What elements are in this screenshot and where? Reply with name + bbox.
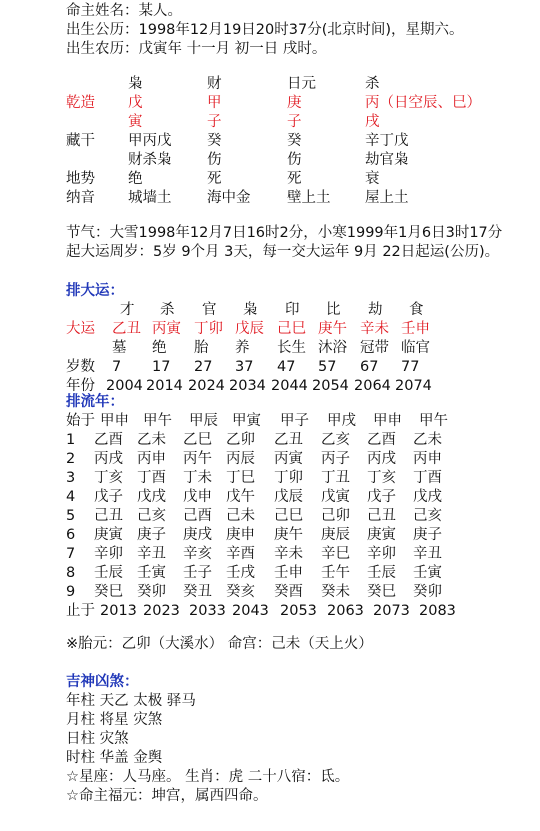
liunian-cell: 乙巳: [183, 432, 212, 448]
liunian-cell: 壬子: [183, 565, 212, 581]
bazi-cell: 财杀枭: [128, 152, 172, 168]
liunian-cell: 壬戌: [226, 565, 255, 581]
bazi-cell: 癸: [287, 133, 302, 149]
liunian-cell: 2043: [232, 603, 269, 619]
liunian-cell: 庚辰: [321, 527, 350, 543]
dayun-cell: 劫: [368, 302, 383, 318]
shensha-title: 吉神凶煞：: [66, 674, 139, 690]
dayun-cell: 绝: [152, 340, 167, 356]
dayun-cell: 17: [152, 359, 171, 375]
dayun-cell: 丙寅: [152, 321, 181, 337]
liunian-cell: 辛丑: [137, 546, 166, 562]
bazi-cell: 癸: [207, 133, 222, 149]
bazi-cell: 枭: [128, 76, 143, 92]
star-line: ☆星座：人马座。 生肖：虎 二十八宿：氐。: [66, 769, 350, 785]
taiyuan-line: ※胎元：乙卯（大溪水） 命宫：己未（天上火）: [66, 636, 373, 652]
liunian-cell: 庚戌: [183, 527, 212, 543]
bazi-cell: 财: [207, 76, 222, 92]
liunian-cell: 癸卯: [413, 584, 442, 600]
liunian-cell: 辛亥: [183, 546, 212, 562]
shensha-line: 时柱 华盖 金舆: [66, 750, 163, 766]
liunian-index: 6: [66, 527, 76, 543]
liunian-cell: 丙申: [137, 451, 166, 467]
liunian-cell: 丙戌: [94, 451, 123, 467]
liunian-cell: 戊戌: [137, 489, 166, 505]
liunian-cell: 乙酉: [94, 432, 123, 448]
liunian-cell: 戊申: [183, 489, 212, 505]
dayun-cell: 才: [120, 302, 135, 318]
dayun-cell: 2044: [271, 378, 308, 394]
liunian-cell: 己未: [226, 508, 255, 524]
liunian-cell: 壬午: [321, 565, 350, 581]
liunian-cell: 乙丑: [274, 432, 303, 448]
dayun-cell: 7: [112, 359, 122, 375]
liunian-cell: 甲申: [100, 413, 129, 429]
shensha-line: 日柱 灾煞: [66, 731, 129, 747]
dayun-cell: 杀: [160, 302, 175, 318]
dayun-cell: 2064: [354, 378, 391, 394]
liunian-cell: 甲申: [373, 413, 402, 429]
bazi-cell: 戊: [128, 95, 143, 111]
dayun-title: 排大运：: [66, 283, 124, 299]
liunian-cell: 壬辰: [367, 565, 396, 581]
dayun-cell: 己巳: [277, 321, 306, 337]
liunian-cell: 庚午: [274, 527, 303, 543]
liunian-cell: 癸亥: [226, 584, 255, 600]
qiyun-line: 起大运周岁：5岁 9个月 3天，每一交大运年 9月 22日起运(公历)。: [66, 244, 500, 260]
bazi-cell: 辛丁戊: [365, 133, 409, 149]
liunian-cell: 丁卯: [274, 470, 303, 486]
liunian-cell: 壬辰: [94, 565, 123, 581]
dayun-cell: 2004: [106, 378, 143, 394]
bazi-cell: 庚: [287, 95, 302, 111]
bazi-cell: 城墙土: [128, 190, 172, 206]
liunian-cell: 癸未: [321, 584, 350, 600]
liunian-cell: 戊子: [94, 489, 123, 505]
liunian-start-label: 始于: [66, 413, 95, 429]
dayun-cell: 养: [235, 340, 250, 356]
bazi-cell: 衰: [365, 171, 380, 187]
dayun-cell: 2014: [146, 378, 183, 394]
lunar-birth: 出生农历：戊寅年 十一月 初一日 戌时。: [66, 41, 327, 57]
dayun-cell: 2034: [229, 378, 266, 394]
liunian-cell: 己巳: [274, 508, 303, 524]
bazi-cell: 日元: [287, 76, 316, 92]
liunian-cell: 2023: [143, 603, 180, 619]
liunian-cell: 丙子: [321, 451, 350, 467]
liunian-cell: 己酉: [183, 508, 212, 524]
liunian-cell: 辛酉: [226, 546, 255, 562]
bazi-row-label: 乾造: [66, 95, 95, 111]
dayun-cell: 墓: [112, 340, 127, 356]
bazi-cell: 壁上土: [287, 190, 331, 206]
dayun-cell: 2054: [312, 378, 349, 394]
liunian-index: 1: [66, 432, 76, 448]
liunian-cell: 甲午: [143, 413, 172, 429]
liunian-cell: 2073: [373, 603, 410, 619]
bazi-cell: 海中金: [207, 190, 251, 206]
liunian-cell: 癸卯: [137, 584, 166, 600]
dayun-cell: 27: [194, 359, 213, 375]
dayun-cell: 47: [277, 359, 296, 375]
liunian-cell: 丁丑: [321, 470, 350, 486]
liunian-cell: 戊午: [226, 489, 255, 505]
shensha-line: 月柱 将星 灾煞: [66, 712, 163, 728]
liunian-index: 7: [66, 546, 76, 562]
liunian-index: 8: [66, 565, 76, 581]
dayun-cell: 临官: [401, 340, 430, 356]
liunian-cell: 乙酉: [367, 432, 396, 448]
liunian-cell: 癸酉: [274, 584, 303, 600]
liunian-cell: 己卯: [321, 508, 350, 524]
liunian-cell: 戊寅: [321, 489, 350, 505]
liunian-index: 9: [66, 584, 76, 600]
shensha-line: 年柱 天乙 太极 驿马: [66, 693, 196, 709]
liunian-cell: 壬申: [274, 565, 303, 581]
liunian-cell: 庚子: [413, 527, 442, 543]
liunian-cell: 丁巳: [226, 470, 255, 486]
liunian-cell: 辛卯: [94, 546, 123, 562]
liunian-cell: 乙亥: [321, 432, 350, 448]
bazi-cell: 伤: [207, 152, 222, 168]
liunian-cell: 壬寅: [413, 565, 442, 581]
bazi-cell: 甲丙戊: [128, 133, 172, 149]
liunian-index: 4: [66, 489, 76, 505]
bazi-cell: 伤: [287, 152, 302, 168]
liunian-cell: 甲辰: [189, 413, 218, 429]
liunian-cell: 丙戌: [367, 451, 396, 467]
liunian-cell: 甲子: [280, 413, 309, 429]
liunian-cell: 丁未: [183, 470, 212, 486]
liunian-cell: 己亥: [137, 508, 166, 524]
liunian-index: 3: [66, 470, 76, 486]
liunian-cell: 壬寅: [137, 565, 166, 581]
liunian-cell: 癸巳: [367, 584, 396, 600]
dayun-cell: 77: [401, 359, 420, 375]
dayun-row-label: 岁数: [66, 359, 95, 375]
liunian-cell: 癸巳: [94, 584, 123, 600]
bazi-cell: 子: [207, 114, 222, 130]
dayun-cell: 庚午: [318, 321, 347, 337]
dayun-row-label: 大运: [66, 321, 95, 337]
dayun-cell: 丁卯: [194, 321, 223, 337]
liunian-cell: 丙寅: [274, 451, 303, 467]
liunian-cell: 庚寅: [94, 527, 123, 543]
dayun-cell: 2074: [395, 378, 432, 394]
liunian-title: 排流年：: [66, 394, 124, 410]
dayun-cell: 食: [409, 302, 424, 318]
bazi-cell: 劫官枭: [365, 152, 409, 168]
liunian-cell: 2063: [327, 603, 364, 619]
dayun-cell: 57: [318, 359, 337, 375]
bazi-cell: 死: [207, 171, 222, 187]
liunian-cell: 戊辰: [274, 489, 303, 505]
bazi-cell: 子: [287, 114, 302, 130]
liunian-cell: 戊子: [367, 489, 396, 505]
dayun-cell: 壬申: [401, 321, 430, 337]
dayun-cell: 67: [360, 359, 379, 375]
liunian-cell: 庚申: [226, 527, 255, 543]
bazi-cell: 丙（日空辰、巳）: [365, 95, 481, 111]
dayun-cell: 乙丑: [112, 321, 141, 337]
owner-name: 命主姓名：某人。: [66, 3, 182, 19]
liunian-cell: 辛未: [274, 546, 303, 562]
liunian-cell: 2083: [419, 603, 456, 619]
liunian-cell: 庚寅: [367, 527, 396, 543]
liunian-cell: 丁酉: [413, 470, 442, 486]
bazi-cell: 甲: [207, 95, 222, 111]
liunian-index: 2: [66, 451, 76, 467]
liunian-cell: 戊戌: [413, 489, 442, 505]
dayun-cell: 冠带: [360, 340, 389, 356]
liunian-cell: 丁亥: [94, 470, 123, 486]
liunian-cell: 丁酉: [137, 470, 166, 486]
liunian-cell: 乙卯: [226, 432, 255, 448]
bazi-cell: 寅: [128, 114, 143, 130]
bazi-cell: 死: [287, 171, 302, 187]
dayun-cell: 胎: [194, 340, 209, 356]
dayun-cell: 戊辰: [235, 321, 264, 337]
dayun-cell: 长生: [277, 340, 306, 356]
dayun-cell: 2024: [188, 378, 225, 394]
jieqi-line: 节气：大雪1998年12月7日16时2分，小寒1999年1月6日3时17分: [66, 225, 503, 241]
liunian-cell: 辛卯: [367, 546, 396, 562]
fuyuan-line: ☆命主福元：坤宫，属西四命。: [66, 788, 268, 804]
liunian-cell: 丙午: [183, 451, 212, 467]
liunian-cell: 辛丑: [413, 546, 442, 562]
liunian-cell: 己丑: [367, 508, 396, 524]
bazi-row-label: 藏干: [66, 133, 95, 149]
bazi-row-label: 纳音: [66, 190, 95, 206]
liunian-cell: 庚子: [137, 527, 166, 543]
liunian-cell: 己亥: [413, 508, 442, 524]
liunian-cell: 2013: [100, 603, 137, 619]
bazi-cell: 戌: [365, 114, 380, 130]
liunian-cell: 甲寅: [232, 413, 261, 429]
dayun-row-label: 年份: [66, 378, 95, 394]
bazi-row-label: 地势: [66, 171, 95, 187]
liunian-cell: 丙辰: [226, 451, 255, 467]
liunian-cell: 甲戌: [327, 413, 356, 429]
solar-birth: 出生公历：1998年12月19日20时37分(北京时间)，星期六。: [66, 22, 464, 38]
dayun-cell: 37: [235, 359, 254, 375]
liunian-cell: 丙申: [413, 451, 442, 467]
dayun-cell: 枭: [243, 302, 258, 318]
dayun-cell: 辛未: [360, 321, 389, 337]
liunian-cell: 2053: [280, 603, 317, 619]
dayun-cell: 官: [202, 302, 217, 318]
liunian-cell: 乙未: [137, 432, 166, 448]
liunian-index: 5: [66, 508, 76, 524]
liunian-cell: 癸丑: [183, 584, 212, 600]
dayun-cell: 沐浴: [318, 340, 347, 356]
liunian-cell: 2033: [189, 603, 226, 619]
liunian-cell: 乙未: [413, 432, 442, 448]
bazi-cell: 杀: [365, 76, 380, 92]
liunian-cell: 丁亥: [367, 470, 396, 486]
liunian-cell: 己丑: [94, 508, 123, 524]
dayun-cell: 印: [285, 302, 300, 318]
liunian-cell: 辛巳: [321, 546, 350, 562]
liunian-end-label: 止于: [66, 603, 95, 619]
liunian-cell: 甲午: [419, 413, 448, 429]
bazi-cell: 绝: [128, 171, 143, 187]
bazi-cell: 屋上土: [365, 190, 409, 206]
dayun-cell: 比: [326, 302, 341, 318]
